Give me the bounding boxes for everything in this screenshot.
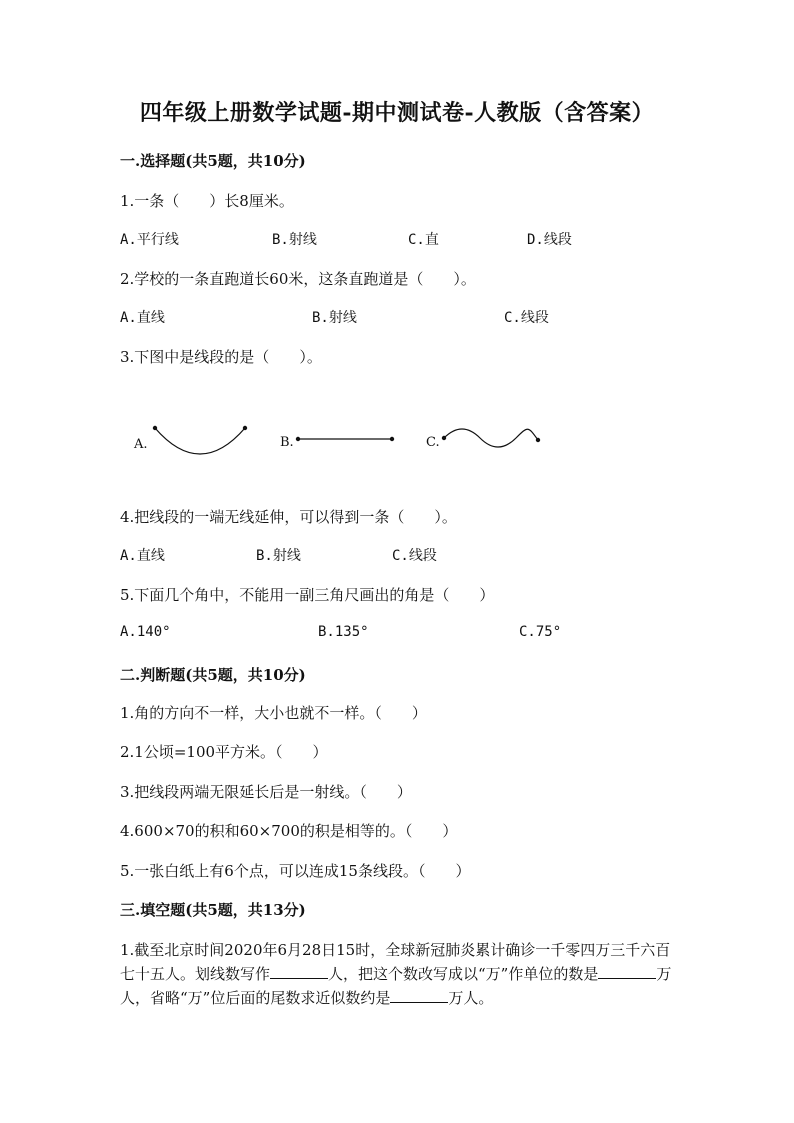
- arc-endpoint-left: [153, 426, 157, 430]
- fill-blank-2[interactable]: [598, 964, 656, 979]
- s3-q1-part3: 万人，省略“万”位后面的尾数求近似数约是: [120, 965, 672, 1007]
- s3-q1-paragraph: [120, 938, 680, 1010]
- s1-q4-option-a: A.直线: [120, 548, 165, 564]
- figure-label-a: A.: [134, 437, 148, 452]
- s1-q4-option-c: C.线段: [392, 548, 437, 564]
- s1-q1-option-b: B.射线: [272, 232, 317, 248]
- s1-q5-option-b: B.135°: [318, 624, 369, 640]
- s1-q1-option-a: A.平行线: [120, 232, 179, 248]
- wave-endpoint-left: [442, 436, 446, 440]
- fill-blank-3[interactable]: [390, 988, 448, 1003]
- s1-q4-option-b: B.射线: [256, 548, 301, 564]
- section2-heading: 二.判断题(共5题，共10分): [120, 666, 306, 684]
- arc-line: [155, 428, 245, 454]
- wave-endpoint-right: [536, 438, 540, 442]
- s1-q1-text: 1.一条（ ）长8厘米。: [120, 192, 294, 210]
- section3-heading: 三.填空题(共5题，共13分): [120, 901, 306, 919]
- s1-q5-option-c: C.75°: [519, 624, 562, 640]
- s3-q1-part1: 1.截至北京时间2020年6月28日15时，全球新冠肺炎累计确诊一千零四万三千六百七十五人。划线数写作: [120, 941, 671, 983]
- arc-endpoint-right: [243, 426, 247, 430]
- figure-label-c: C.: [426, 435, 440, 450]
- s1-q3-text: 3.下图中是线段的是（ ）。: [120, 348, 322, 366]
- s1-q5-option-a: A.140°: [120, 624, 171, 640]
- s2-item-2: 2.1公顷=100平方米。（ ）: [120, 743, 328, 761]
- wavy-line: [444, 429, 538, 447]
- section1-heading: 一.选择题(共5题，共10分): [120, 152, 306, 170]
- s1-q1-option-c: C.直: [408, 232, 439, 248]
- s3-q1-part2: 人，把这个数改写成以“万”作单位的数是: [328, 965, 599, 983]
- page-title: 四年级上册数学试题-期中测试卷-人教版（含答案）: [139, 100, 655, 126]
- segment-endpoint-left: [296, 437, 300, 441]
- s2-item-3: 3.把线段两端无限延长后是一射线。（ ）: [120, 783, 412, 801]
- figure-label-b: B.: [280, 435, 294, 450]
- segment-endpoint-right: [390, 437, 394, 441]
- s3-q1-part4: 万人。: [448, 989, 494, 1007]
- s2-item-4: 4.600×70的积和60×700的积是相等的。（ ）: [120, 822, 458, 840]
- s1-q2-text: 2.学校的一条直跑道长60米，这条直跑道是（ ）。: [120, 270, 476, 288]
- s1-q2-option-a: A.直线: [120, 310, 165, 326]
- q3-figure: [120, 410, 680, 480]
- s1-q2-option-b: B.射线: [312, 310, 357, 326]
- s1-q2-option-c: C.线段: [504, 310, 549, 326]
- fill-blank-1[interactable]: [270, 964, 328, 979]
- s1-q4-text: 4.把线段的一端无线延伸，可以得到一条（ ）。: [120, 508, 457, 526]
- s2-item-1: 1.角的方向不一样，大小也就不一样。（ ）: [120, 704, 427, 722]
- s1-q1-option-d: D.线段: [527, 232, 572, 248]
- s2-item-5: 5.一张白纸上有6个点，可以连成15条线段。（ ）: [120, 862, 471, 880]
- s1-q5-text: 5.下面几个角中，不能用一副三角尺画出的角是（ ）: [120, 586, 495, 604]
